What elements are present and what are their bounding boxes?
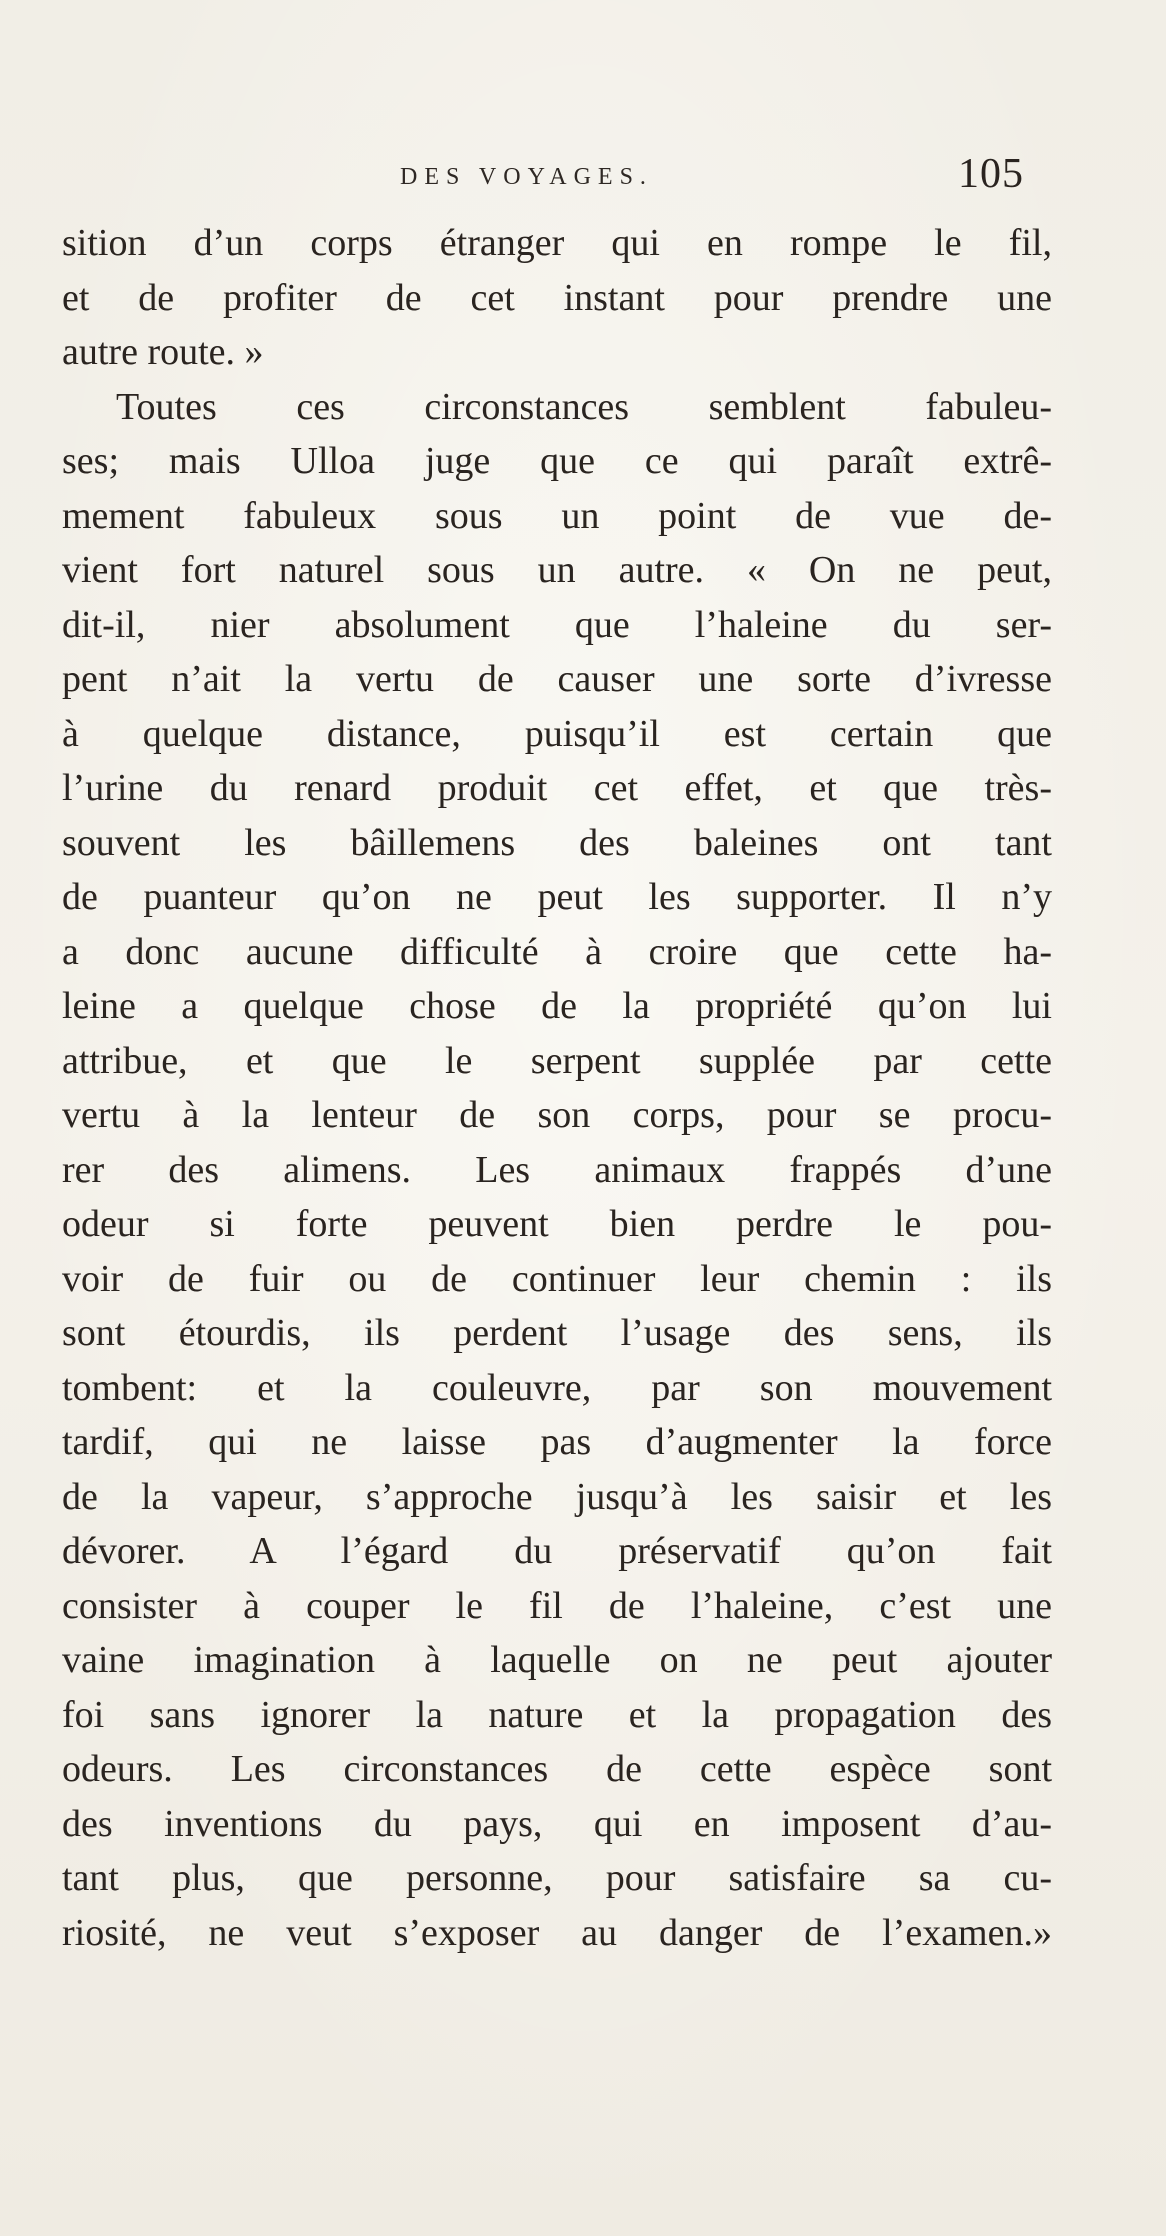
body-text xyxy=(62,216,1052,1960)
text-line: odeurs. Les circonstances de cette espèce sont xyxy=(62,1748,1052,1790)
text-line: l’urine du renard produit cet effet, et que très- xyxy=(62,767,1052,809)
paragraph-start-line: Toutes ces circonstances semblent fabuleu- xyxy=(116,385,1052,428)
text-line: foi sans ignorer la nature et la propagation des xyxy=(62,1693,1052,1736)
text-line: tardif, qui ne laisse pas d’augmenter la force xyxy=(62,1421,1052,1463)
text-line: et de profiter de cet instant pour prendre une xyxy=(62,276,1052,319)
text-line: sition d’un corps étranger qui en rompe le fil, xyxy=(62,222,1052,264)
text-line: à quelque distance, puisqu’il est certain que xyxy=(62,712,1052,755)
text-line: riosité, ne veut s’exposer au danger de l’examen.» xyxy=(62,1911,1052,1954)
text-line: leine a quelque chose de la propriété qu’on lui xyxy=(62,985,1052,1027)
text-line: consister à couper le fil de l’haleine, c’est une xyxy=(62,1584,1052,1627)
text-line: attribue, et que le serpent supplée par cette xyxy=(62,1039,1052,1082)
text-line: ses; mais Ulloa juge que ce qui paraît extrê- xyxy=(62,440,1052,482)
page-header xyxy=(0,150,1166,210)
text-line: tant plus, que personne, pour satisfaire sa cu- xyxy=(62,1857,1052,1899)
text-line: des inventions du pays, qui en imposent d’au- xyxy=(62,1802,1052,1845)
running-head: DES VOYAGES. xyxy=(400,164,653,190)
text-line: dit-il, nier absolument que l’haleine du ser- xyxy=(62,603,1052,646)
text-line: vertu à la lenteur de son corps, pour se procu- xyxy=(62,1094,1052,1136)
text-line: voir de fuir ou de continuer leur chemin : ils xyxy=(62,1257,1052,1300)
text-line: vaine imagination à laquelle on ne peut ajouter xyxy=(62,1639,1052,1681)
text-line: mement fabuleux sous un point de vue de- xyxy=(62,494,1052,537)
text-line: tombent: et la couleuvre, par son mouvement xyxy=(62,1366,1052,1409)
text-line: a donc aucune difficulté à croire que cette ha- xyxy=(62,930,1052,973)
text-line: rer des alimens. Les animaux frappés d’une xyxy=(62,1148,1052,1191)
text-line: odeur si forte peuvent bien perdre le pou- xyxy=(62,1203,1052,1245)
text-line: autre route. » xyxy=(62,331,264,373)
text-line: vient fort naturel sous un autre. « On ne peut, xyxy=(62,549,1052,591)
text-line: de puanteur qu’on ne peut les supporter. Il n’y xyxy=(62,876,1052,918)
text-line: souvent les bâillemens des baleines ont tant xyxy=(62,821,1052,864)
text-line: pent n’ait la vertu de causer une sorte d’ivresse xyxy=(62,658,1052,700)
text-line: de la vapeur, s’approche jusqu’à les saisir et les xyxy=(62,1475,1052,1518)
text-line: sont étourdis, ils perdent l’usage des sens, ils xyxy=(62,1312,1052,1354)
page-number: 105 xyxy=(958,151,1024,197)
text-line: dévorer. A l’égard du préservatif qu’on fait xyxy=(62,1530,1052,1572)
